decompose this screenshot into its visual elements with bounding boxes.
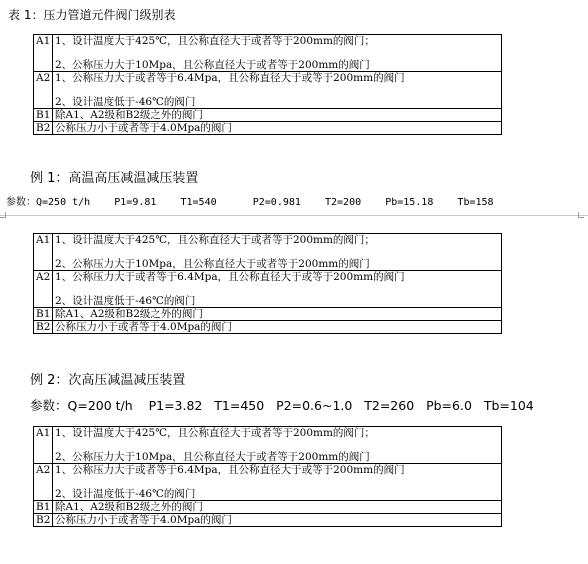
table-row <box>34 464 502 501</box>
condition-line: 1、公称压力大于或者等于6.4Mpa，且公称直径大于或等于200mm的阀门 <box>55 464 405 476</box>
condition-line: 2、设计温度低于-46℃的阀门 <box>55 96 196 108</box>
condition-line: 2、公称压力大于10Mpa，且公称直径大于或者等于200mm的阀门 <box>55 451 370 463</box>
valve-grade-table <box>33 34 502 135</box>
condition-line: 2、公称压力大于10Mpa，且公称直径大于或者等于200mm的阀门 <box>55 59 370 71</box>
grade-condition: 除A1、A2级和B2级之外的阀门 <box>53 308 502 321</box>
grade-condition <box>53 427 502 464</box>
condition-line: 1、设计温度大于425℃，且公称直径大于或者等于200mm的阀门； <box>55 427 375 439</box>
grade-code: B2 <box>34 122 53 135</box>
condition-line: 2、公称压力大于10Mpa，且公称直径大于或者等于200mm的阀门 <box>55 258 370 270</box>
table-row <box>34 321 502 334</box>
page-break-line <box>0 215 588 216</box>
page-corner-mark <box>578 212 584 218</box>
condition-line: 1、公称压力大于或者等于6.4Mpa，且公称直径大于或等于200mm的阀门 <box>55 271 405 283</box>
grade-code: A1 <box>34 35 53 72</box>
page-break-divider <box>0 212 588 228</box>
grade-code: A2 <box>34 464 53 501</box>
page-corner-mark <box>0 212 6 218</box>
table-row <box>34 501 502 514</box>
table-row <box>34 35 502 72</box>
grade-condition: 公称压力小于或者等于4.0Mpa的阀门 <box>53 122 502 135</box>
table-row <box>34 122 502 135</box>
table-row <box>34 514 502 527</box>
condition-line: 1、设计温度大于425℃，且公称直径大于或者等于200mm的阀门； <box>55 35 375 47</box>
table-row <box>34 427 502 464</box>
condition-line: 1、公称压力大于或者等于6.4Mpa，且公称直径大于或等于200mm的阀门 <box>55 72 405 84</box>
condition-line: 2、设计温度低于-46℃的阀门 <box>55 488 196 500</box>
grade-code: A1 <box>34 427 53 464</box>
valve-grade-table <box>33 233 502 334</box>
grade-code: B1 <box>34 501 53 514</box>
grade-condition: 除A1、A2级和B2级之外的阀门 <box>53 501 502 514</box>
grade-condition <box>53 234 502 271</box>
grade-condition: 公称压力小于或者等于4.0Mpa的阀门 <box>53 514 502 527</box>
table-row <box>34 234 502 271</box>
example1-title: 例 1：高温高压减温减压装置 <box>30 171 199 186</box>
grade-condition <box>53 35 502 72</box>
grade-code: B1 <box>34 308 53 321</box>
table-row <box>34 109 502 122</box>
grade-condition: 公称压力小于或者等于4.0Mpa的阀门 <box>53 321 502 334</box>
table-row <box>34 72 502 109</box>
valve-grade-table <box>33 426 502 527</box>
grade-code: B2 <box>34 321 53 334</box>
table-caption: 表 1：压力管道元件阀门级别表 <box>8 8 176 22</box>
table-row <box>34 308 502 321</box>
grade-code: B2 <box>34 514 53 527</box>
condition-line: 1、设计温度大于425℃，且公称直径大于或者等于200mm的阀门； <box>55 234 375 246</box>
condition-line: 2、设计温度低于-46℃的阀门 <box>55 295 196 307</box>
grade-code: A1 <box>34 234 53 271</box>
grade-condition <box>53 464 502 501</box>
table-row <box>34 271 502 308</box>
grade-condition: 除A1、A2级和B2级之外的阀门 <box>53 109 502 122</box>
example1-params: 参数：Q=250 t/h P1=9.81 T1=540 P2=0.981 T2=200 Pb=15.18 Tb=158 <box>6 197 494 208</box>
grade-condition <box>53 271 502 308</box>
grade-code: A2 <box>34 72 53 109</box>
grade-condition <box>53 72 502 109</box>
grade-code: A2 <box>34 271 53 308</box>
grade-code: B1 <box>34 109 53 122</box>
example2-params: 参数：Q=200 t/h P1=3.82 T1=450 P2=0.6~1.0 T2=260 Pb=6.0 Tb=104 <box>30 398 534 413</box>
example2-title: 例 2：次高压减温减压装置 <box>30 373 186 388</box>
